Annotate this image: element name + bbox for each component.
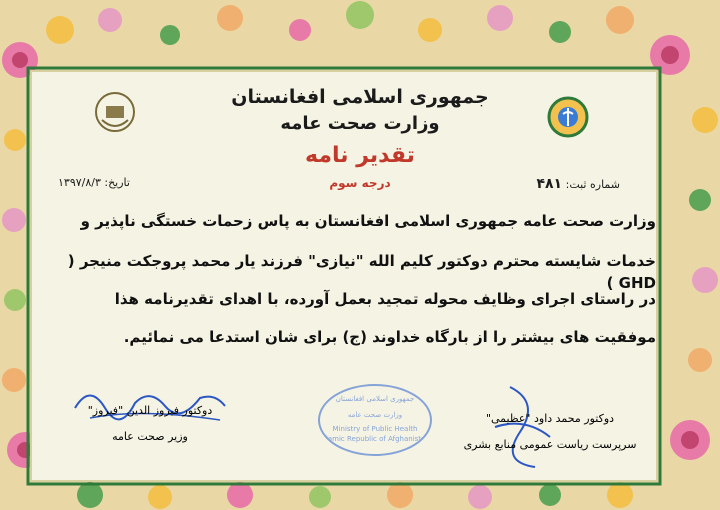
seal-text-top: جمهوری اسلامی افغانستان [335, 395, 415, 403]
left-signature-scribble [70, 378, 230, 428]
right-signature-scribble [480, 382, 560, 472]
left-signatory-name: دوکتور فیروز الدین "فیروز" [87, 404, 213, 417]
official-seal [318, 384, 432, 456]
left-signatory-title: وزیر صحت عامه [112, 430, 188, 443]
number-value: ۴۸۱ [536, 176, 563, 192]
registration-number [536, 176, 620, 192]
body-line-4: موفقیت های بیشتر را از بارگاه خداوند (ج) برای شان استدعا می نمائیم. [123, 328, 656, 346]
certificate-date [58, 176, 130, 189]
date-label: تاریخ: [104, 176, 130, 189]
seal-text-en2: Ministry of Public Health [332, 425, 418, 433]
republic-heading: جمهوری اسلامی افغانستان [231, 86, 489, 108]
right-signatory-title: سرپرست ریاست عمومی منابع بشری [463, 438, 637, 451]
certificate-title: تقدیر نامه [305, 143, 415, 168]
ministry-heading: وزارت صحت عامه [280, 113, 440, 134]
body-line-2: خدمات شایسته محترم دوکتور کلیم الله "نیازی" فرزند یار محمد پروجکت منیجر ( GHD ) [67, 252, 656, 292]
date-value: ۱۳۹۷/۸/۳ [58, 176, 101, 189]
body-line-1: وزارت صحت عامه جمهوری اسلامی افغانستان به پاس زحمات خستگی ناپذیر و [80, 212, 656, 230]
body-line-3: در راستای اجرای وظایف محوله تمجید بعمل آورده، با اهدای تقدیرنامه هذا [114, 290, 656, 308]
right-signatory-name: دوکتور محمد داود "عظیمی" [485, 412, 615, 425]
grade-label: درجه سوم [329, 176, 391, 190]
seal-text-en: Islamic Republic of Afghanistan [320, 435, 430, 443]
number-label: شماره ثبت: [565, 178, 620, 191]
seal-text-mid: وزارت صحت عامه [347, 411, 403, 419]
